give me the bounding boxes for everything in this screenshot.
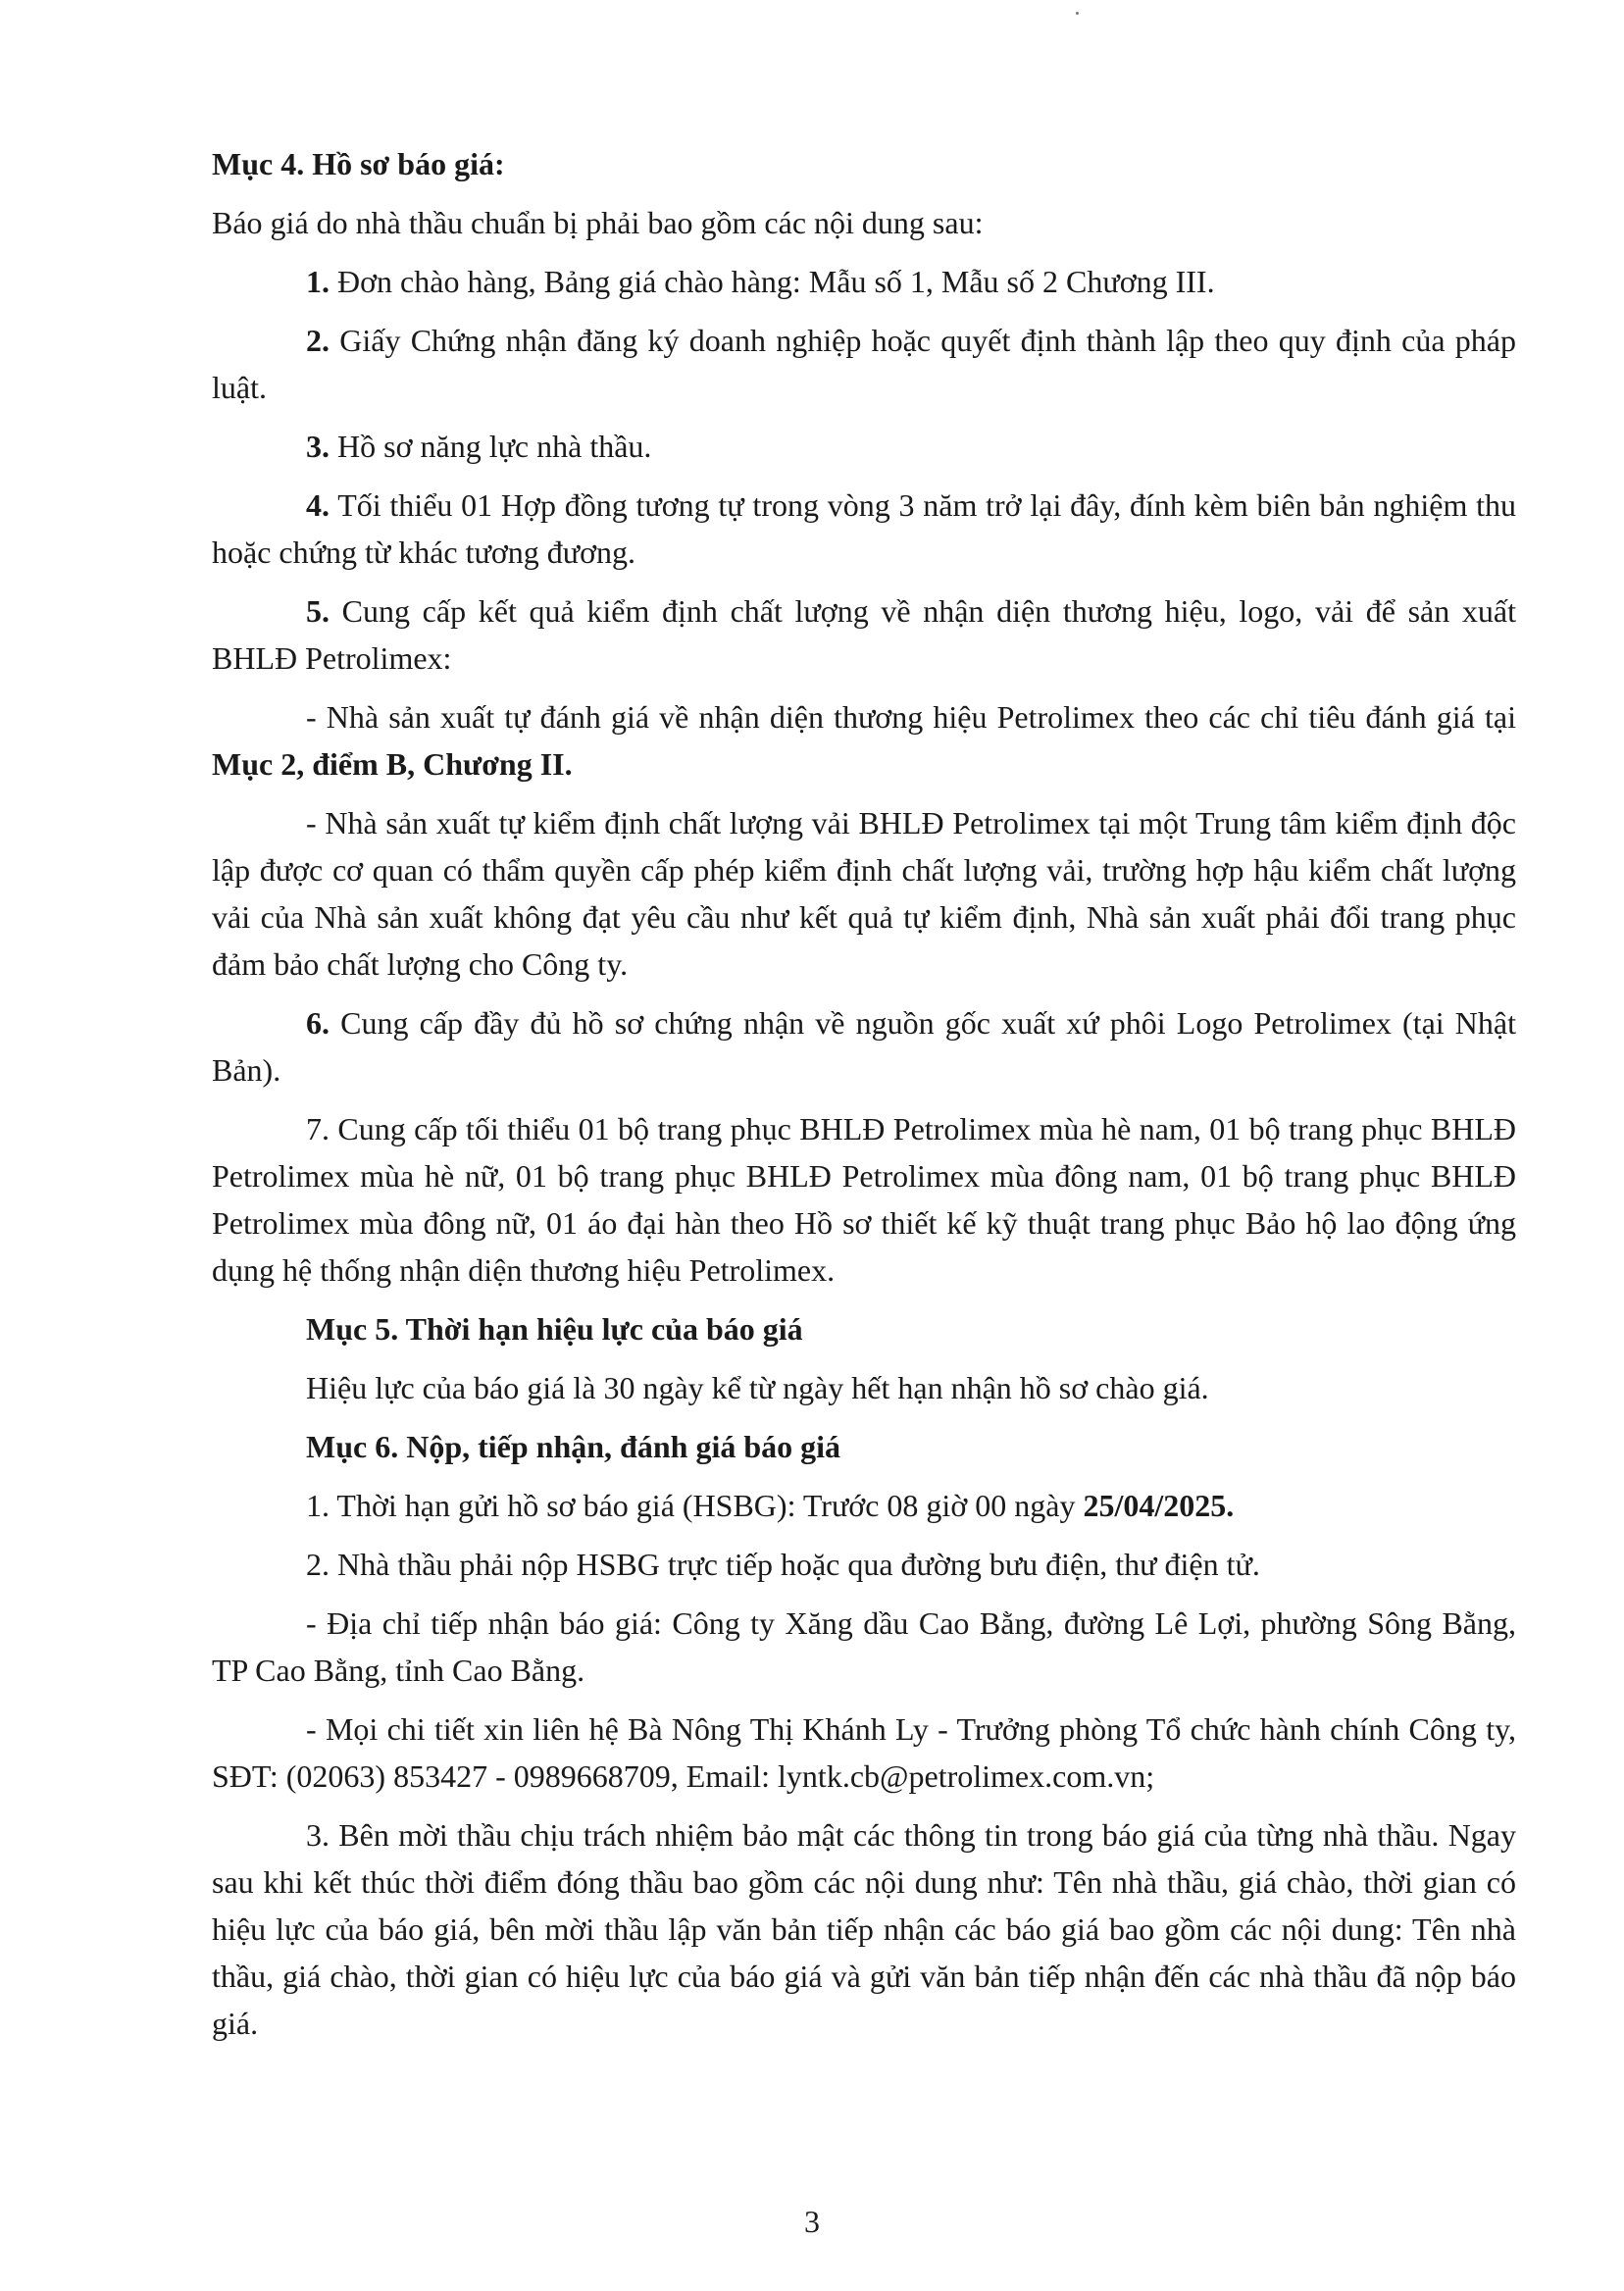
list-item: [212, 999, 1516, 1094]
scan-speck: [1076, 12, 1079, 15]
section-5-text: Hiệu lực của báo giá là 30 ngày kể từ ngày hết hạn nhận hồ sơ chào giá.: [306, 1370, 1209, 1405]
item-number: 6.: [306, 1005, 330, 1041]
page-body: [212, 140, 1516, 2059]
item-number: 3.: [306, 429, 330, 464]
sub-item-5a: [212, 693, 1516, 788]
item-text: Tối thiểu 01 Hợp đồng tương tự trong vòng 3 năm trở lại đây, đính kèm biên bản nghiệm thu hoặc chứng từ khác tương đương.: [212, 487, 1517, 570]
section-6-item-3: 3. Bên mời thầu chịu trách nhiệm bảo mật các thông tin trong báo giá của từng nhà thầu. Ngay sau khi kết thúc thời điểm đóng thầu bao gồm các nội dung như: Tên nhà thầu, giá chào, thời gian có hiệu lực của báo giá, bên mời thầu lập văn bản tiếp nhận các báo giá bao gồm các nội dung: Tên nhà thầu, giá chào, thời gian có hiệu lực của báo giá và gửi văn bản tiếp nhận đến các nhà thầu đã nộp báo giá.: [212, 1817, 1516, 2041]
address-paragraph: - Địa chỉ tiếp nhận báo giá: Công ty Xăng dầu Cao Bằng, đường Lê Lợi, phường Sông Bằng, TP Cao Bằng, tỉnh Cao Bằng.: [212, 1605, 1516, 1688]
item-number: 1.: [306, 264, 330, 299]
deadline-text: 1. Thời hạn gửi hồ sơ báo giá (HSBG): Trước 08 giờ 00 ngày: [306, 1488, 1084, 1523]
contact-paragraph: - Mọi chi tiết xin liên hệ Bà Nông Thị Khánh Ly - Trưởng phòng Tổ chức hành chính Công ty, SĐT: (02063) 853427 - 0989668709, Email: lyntk.cb@petrolimex.com.vn;: [212, 1711, 1516, 1794]
page-number: 3: [804, 2204, 820, 2239]
deadline-date: 25/04/2025.: [1083, 1488, 1235, 1523]
sub-item-5b: - Nhà sản xuất tự kiểm định chất lượng vải BHLĐ Petrolimex tại một Trung tâm kiểm định độc lập được cơ quan có thẩm quyền cấp phép kiểm định chất lượng vải, trường hợp hậu kiểm chất lượng vải của Nhà sản xuất không đạt yêu cầu như kết quả tự kiểm định, Nhà sản xuất phải đổi trang phục đảm bảo chất lượng cho Công ty.: [212, 805, 1516, 982]
list-item: [212, 423, 1516, 470]
list-item: [212, 482, 1516, 576]
item-text: Giấy Chứng nhận đăng ký doanh nghiệp hoặc quyết định thành lập theo quy định của pháp luật.: [212, 323, 1517, 405]
section-6-item-2: 2. Nhà thầu phải nộp HSBG trực tiếp hoặc qua đường bưu điện, thư điện tử.: [306, 1547, 1260, 1582]
section-6-heading: Mục 6. Nộp, tiếp nhận, đánh giá báo giá: [306, 1429, 841, 1464]
section-4-heading: Mục 4. Hồ sơ báo giá:: [212, 146, 505, 181]
list-item: [212, 587, 1516, 682]
list-item: [212, 317, 1516, 411]
item-number: 5.: [306, 593, 330, 629]
list-item: 7. Cung cấp tối thiểu 01 bộ trang phục BHLĐ Petrolimex mùa hè nam, 01 bộ trang phục BHLĐ Petrolimex mùa hè nữ, 01 bộ trang phục BHLĐ Petrolimex mùa đông nam, 01 bộ trang phục BHLĐ Petrolimex mùa đông nữ, 01 áo đại hàn theo Hồ sơ thiết kế kỹ thuật trang phục Bảo hộ lao động ứng dụng hệ thống nhận diện thương hiệu Petrolimex.: [212, 1111, 1516, 1288]
item-text: Hồ sơ năng lực nhà thầu.: [337, 429, 652, 464]
item-text: Cung cấp đầy đủ hồ sơ chứng nhận về nguồn gốc xuất xứ phôi Logo Petrolimex (tại Nhật Bản).: [212, 1005, 1517, 1088]
sub-item-text: - Nhà sản xuất tự đánh giá về nhận diện thương hiệu Petrolimex theo các chỉ tiêu đánh giá tại: [306, 699, 1516, 735]
section-5-heading: Mục 5. Thời hạn hiệu lực của báo giá: [306, 1311, 803, 1347]
section-4-intro: Báo giá do nhà thầu chuẩn bị phải bao gồm các nội dung sau:: [212, 205, 984, 240]
item-text: Đơn chào hàng, Bảng giá chào hàng: Mẫu số 1, Mẫu số 2 Chương III.: [337, 264, 1215, 299]
item-number: 2.: [306, 323, 330, 358]
item-number: 4.: [306, 487, 330, 523]
list-item: [212, 258, 1516, 305]
section-6-item-1: [212, 1482, 1516, 1529]
sub-item-reference: Mục 2, điểm B, Chương II.: [212, 746, 573, 782]
item-text: Cung cấp kết quả kiểm định chất lượng về nhận diện thương hiệu, logo, vải để sản xuất BHLĐ Petrolimex:: [212, 593, 1517, 676]
